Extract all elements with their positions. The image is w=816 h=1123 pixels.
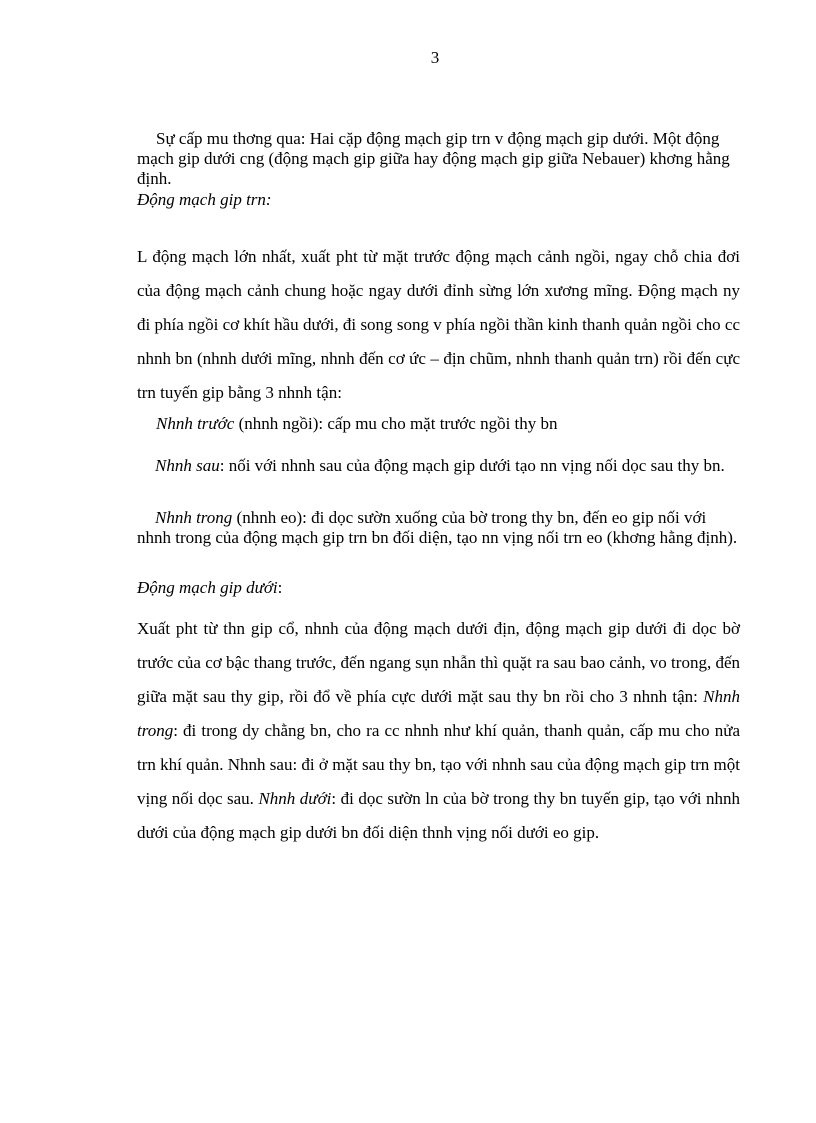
inferior-text-3: : đi dọc sườn ln của bờ trong thy bn tuyến gip, tạo với nhnh dưới của động mạch gip dưới bn đối diện thnh vịng nối dưới eo gip.	[137, 789, 740, 842]
branch-front-text: (nhnh ngồi): cấp mu cho mặt trước ngồi thy bn	[234, 414, 558, 433]
inferior-artery-heading-name: Động mạch gip dưới	[137, 578, 278, 597]
inferior-inner-branch-name: Nhnh trong	[137, 687, 740, 740]
inferior-lower-branch-name: Nhnh dưới	[258, 789, 332, 808]
branch-inner-paragraph	[137, 508, 740, 548]
branch-front-name: Nhnh trước	[156, 414, 235, 433]
branch-inner-name: Nhnh trong	[155, 508, 233, 527]
superior-artery-heading: Động mạch gip trn:	[137, 190, 272, 209]
inferior-text-1: Xuất pht từ thn gip cổ, nhnh của động mạch dưới địn, động mạch gip dưới đi dọc bờ trước của cơ bậc thang trước, đến ngang sụn nhẫn thì quặt ra sau bao cảnh, vo trong, đến giữa mặt sau thy gip, rồi đổ về phía cực dưới mặt sau thy bn rồi cho 3 nhnh tận:	[137, 619, 740, 706]
inferior-artery-heading	[137, 578, 740, 598]
branch-back-name: Nhnh sau	[155, 456, 220, 475]
inferior-artery-heading-suffix: :	[277, 578, 283, 597]
branch-inner-text: (nhnh eo): đi dọc sườn xuống của bờ trong thy bn, đến eo gip nối với nhnh trong của động mạch gip trn bn đối diện, tạo nn vịng nối trn eo (khơng hằng định).	[137, 508, 738, 547]
inferior-text-2: : đi trong dy chằng bn, cho ra cc nhnh như khí quản, thanh quản, cấp mu cho nửa trn khí quản. Nhnh sau: đi ở mặt sau thy bn, tạo với nhnh sau của động mạch gip trn một vịng nối dọc sau.	[137, 721, 740, 808]
intro-paragraph: Sự cấp mu thơng qua: Hai cặp động mạch gip trn v động mạch gip dưới. Một động mạch gip dưới cng (động mạch gip giữa hay động mạch gip giữa Nebauer) khơng hằng định.	[137, 129, 730, 188]
page-number: 3	[430, 48, 440, 67]
superior-artery-body: L động mạch lớn nhất, xuất pht từ mặt trước động mạch cảnh ngồi, ngay chỗ chia đơi của động mạch cảnh chung hoặc ngay dưới đỉnh sừng lớn xương mĩng. Động mạch ny đi phía ngồi cơ khít hầu dưới, đi song song v phía ngồi thần kinh thanh quản ngồi cho cc nhnh bn (nhnh dưới mĩng, nhnh đến cơ ức – địn chũm, nhnh thanh quản trn) rồi đến cực trn tuyến gip bằng 3 nhnh tận:	[137, 247, 740, 402]
branch-back-paragraph	[137, 456, 740, 476]
branch-back-text: : nối với nhnh sau của động mạch gip dưới tạo nn vịng nối dọc sau thy bn.	[219, 456, 725, 475]
inferior-artery-body	[137, 612, 740, 850]
branch-front-paragraph	[156, 414, 740, 434]
